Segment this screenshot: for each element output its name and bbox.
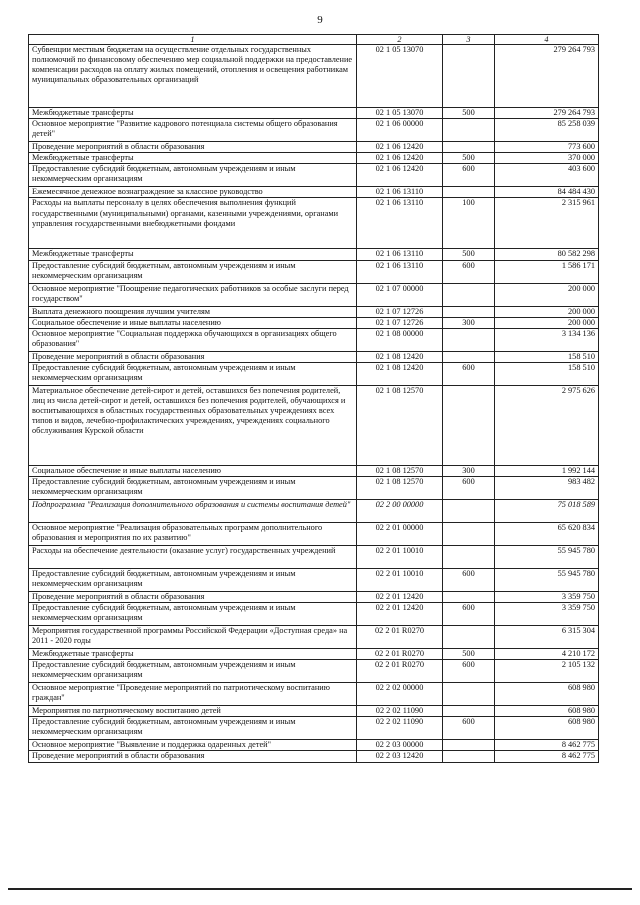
row-expense-type xyxy=(443,626,495,649)
row-amount: 370 000 xyxy=(495,153,599,164)
row-name: Социальное обеспечение и иные выплаты населению xyxy=(29,465,357,476)
row-name: Расходы на выплаты персоналу в целях обеспечения выполнения функций государственными (муниципальными) органами, казенными учреждениями, органами управления государственными внебюджетными фондами xyxy=(29,198,357,249)
row-code: 02 1 08 00000 xyxy=(357,328,443,351)
row-name: Предоставление субсидий бюджетным, автономным учреждениям и иным некоммерческим организациям xyxy=(29,603,357,626)
table-row xyxy=(29,306,599,317)
table-row xyxy=(29,706,599,717)
table-row xyxy=(29,751,599,762)
row-name: Материальное обеспечение детей-сирот и детей, оставшихся без попечения родителей, лиц из числа детей-сирот и детей, оставшихся без попечения родителей, обучающихся и воспитывающихся в областных государственных образовательных учреждениях всех типов и видов, лечебно-профилактических учреждениях, учреждениях социального обслуживания Курской области xyxy=(29,385,357,465)
row-amount: 200 000 xyxy=(495,317,599,328)
row-amount: 2 315 961 xyxy=(495,198,599,249)
row-expense-type: 300 xyxy=(443,317,495,328)
row-expense-type xyxy=(443,545,495,568)
header-col-3: 3 xyxy=(443,35,495,45)
row-code: 02 2 01 R0270 xyxy=(357,626,443,649)
row-code: 02 1 06 13110 xyxy=(357,198,443,249)
table-row xyxy=(29,740,599,751)
table-row xyxy=(29,499,599,522)
row-name: Проведение мероприятий в области образования xyxy=(29,142,357,153)
row-name: Проведение мероприятий в области образования xyxy=(29,591,357,602)
row-code: 02 1 07 12726 xyxy=(357,317,443,328)
row-amount: 65 620 834 xyxy=(495,522,599,545)
table-row xyxy=(29,660,599,683)
row-expense-type xyxy=(443,306,495,317)
row-name: Основное мероприятие "Проведение мероприятий по патриотическому воспитанию граждан" xyxy=(29,683,357,706)
row-expense-type: 500 xyxy=(443,249,495,260)
row-code: 02 2 01 00000 xyxy=(357,522,443,545)
row-amount: 608 980 xyxy=(495,683,599,706)
row-amount: 6 315 304 xyxy=(495,626,599,649)
table-row xyxy=(29,249,599,260)
row-name: Предоставление субсидий бюджетным, автономным учреждениям и иным некоммерческим организациям xyxy=(29,164,357,187)
table-row xyxy=(29,187,599,198)
row-amount: 75 018 589 xyxy=(495,499,599,522)
table-row xyxy=(29,119,599,142)
row-name: Предоставление субсидий бюджетным, автономным учреждениям и иным некоммерческим организациям xyxy=(29,362,357,385)
row-expense-type: 600 xyxy=(443,260,495,283)
row-expense-type: 500 xyxy=(443,649,495,660)
row-expense-type: 600 xyxy=(443,717,495,740)
table-row xyxy=(29,545,599,568)
table-row xyxy=(29,683,599,706)
page-number: 9 xyxy=(317,14,323,26)
row-code: 02 1 06 13110 xyxy=(357,187,443,198)
table-row xyxy=(29,108,599,119)
row-name: Основное мероприятие "Реализация образовательных программ дополнительного образования и мероприятия по их развитию" xyxy=(29,522,357,545)
table-row xyxy=(29,260,599,283)
row-name: Основное мероприятие "Поощрение педагогических работников за особые заслуги перед государством" xyxy=(29,283,357,306)
row-expense-type xyxy=(443,119,495,142)
row-code: 02 2 01 10010 xyxy=(357,568,443,591)
row-amount: 279 264 793 xyxy=(495,108,599,119)
table-row xyxy=(29,568,599,591)
table-row xyxy=(29,603,599,626)
row-amount: 3 134 136 xyxy=(495,328,599,351)
row-amount: 983 482 xyxy=(495,476,599,499)
row-name: Межбюджетные трансферты xyxy=(29,249,357,260)
row-expense-type xyxy=(443,187,495,198)
row-amount: 608 980 xyxy=(495,706,599,717)
row-amount: 8 462 775 xyxy=(495,740,599,751)
row-code: 02 1 08 12570 xyxy=(357,385,443,465)
table-row xyxy=(29,465,599,476)
row-name: Социальное обеспечение и иные выплаты населению xyxy=(29,317,357,328)
row-amount: 2 975 626 xyxy=(495,385,599,465)
header-col-1: 1 xyxy=(29,35,357,45)
row-code: 02 1 07 12726 xyxy=(357,306,443,317)
table-header-row xyxy=(29,35,599,45)
row-name: Предоставление субсидий бюджетным, автономным учреждениям и иным некоммерческим организациям xyxy=(29,568,357,591)
table-row xyxy=(29,142,599,153)
row-expense-type: 600 xyxy=(443,164,495,187)
table-row xyxy=(29,164,599,187)
row-name: Субвенции местным бюджетам на осуществление отдельных государственных полномочий по финансовому обеспечению мер социальной поддержки на предоставление компенсации расходов на оплату жилых помещений, отопления и освещения работникам муниципальных образовательных организаций xyxy=(29,45,357,108)
row-amount: 403 600 xyxy=(495,164,599,187)
row-code: 02 2 01 12420 xyxy=(357,603,443,626)
row-code: 02 1 06 13110 xyxy=(357,260,443,283)
row-name: Основное мероприятие "Выявление и поддержка одаренных детей" xyxy=(29,740,357,751)
row-expense-type xyxy=(443,351,495,362)
row-amount: 158 510 xyxy=(495,351,599,362)
header-col-4: 4 xyxy=(495,35,599,45)
row-code: 02 2 03 12420 xyxy=(357,751,443,762)
row-code: 02 2 00 00000 xyxy=(357,499,443,522)
table-row xyxy=(29,317,599,328)
row-expense-type xyxy=(443,499,495,522)
row-code: 02 1 06 13110 xyxy=(357,249,443,260)
row-expense-type: 500 xyxy=(443,153,495,164)
row-amount: 85 258 039 xyxy=(495,119,599,142)
row-amount: 80 582 298 xyxy=(495,249,599,260)
row-code: 02 1 06 12420 xyxy=(357,164,443,187)
header-col-2: 2 xyxy=(357,35,443,45)
row-expense-type xyxy=(443,591,495,602)
row-code: 02 2 02 00000 xyxy=(357,683,443,706)
table-row xyxy=(29,362,599,385)
bottom-rule xyxy=(8,888,632,890)
row-expense-type: 100 xyxy=(443,198,495,249)
row-code: 02 1 08 12570 xyxy=(357,465,443,476)
row-expense-type xyxy=(443,283,495,306)
row-expense-type: 600 xyxy=(443,362,495,385)
table-row xyxy=(29,283,599,306)
row-code: 02 1 06 12420 xyxy=(357,142,443,153)
table-row xyxy=(29,385,599,465)
row-name: Предоставление субсидий бюджетным, автономным учреждениям и иным некоммерческим организациям xyxy=(29,717,357,740)
row-name: Предоставление субсидий бюджетным, автономным учреждениям и иным некоммерческим организациям xyxy=(29,660,357,683)
row-code: 02 2 01 10010 xyxy=(357,545,443,568)
row-code: 02 2 02 11090 xyxy=(357,706,443,717)
row-name: Межбюджетные трансферты xyxy=(29,153,357,164)
row-expense-type xyxy=(443,740,495,751)
budget-table xyxy=(28,34,599,763)
row-name: Межбюджетные трансферты xyxy=(29,649,357,660)
row-expense-type xyxy=(443,45,495,108)
row-expense-type xyxy=(443,142,495,153)
table-row xyxy=(29,476,599,499)
row-name: Расходы на обеспечение деятельности (оказание услуг) государственных учреждений xyxy=(29,545,357,568)
table-row xyxy=(29,153,599,164)
row-expense-type: 600 xyxy=(443,603,495,626)
row-name: Основное мероприятие "Социальная поддержка обучающихся в организациях общего образования" xyxy=(29,328,357,351)
row-code: 02 2 01 12420 xyxy=(357,591,443,602)
row-name: Предоставление субсидий бюджетным, автономным учреждениям и иным некоммерческим организациям xyxy=(29,476,357,499)
row-expense-type xyxy=(443,328,495,351)
row-name: Проведение мероприятий в области образования xyxy=(29,751,357,762)
row-expense-type: 600 xyxy=(443,568,495,591)
row-amount: 55 945 780 xyxy=(495,545,599,568)
row-name: Выплата денежного поощрения лучшим учителям xyxy=(29,306,357,317)
row-expense-type: 500 xyxy=(443,108,495,119)
row-expense-type xyxy=(443,385,495,465)
row-name: Основное мероприятие "Развитие кадрового потенциала системы общего образования детей" xyxy=(29,119,357,142)
row-name: Предоставление субсидий бюджетным, автономным учреждениям и иным некоммерческим организациям xyxy=(29,260,357,283)
row-expense-type xyxy=(443,706,495,717)
table-row xyxy=(29,328,599,351)
row-amount: 55 945 780 xyxy=(495,568,599,591)
row-amount: 200 000 xyxy=(495,306,599,317)
row-code: 02 2 02 11090 xyxy=(357,717,443,740)
row-expense-type xyxy=(443,751,495,762)
row-amount: 84 484 430 xyxy=(495,187,599,198)
row-name: Межбюджетные трансферты xyxy=(29,108,357,119)
row-amount: 4 210 172 xyxy=(495,649,599,660)
row-amount: 279 264 793 xyxy=(495,45,599,108)
table-row xyxy=(29,591,599,602)
row-amount: 3 359 750 xyxy=(495,603,599,626)
row-code: 02 1 05 13070 xyxy=(357,108,443,119)
row-expense-type: 600 xyxy=(443,660,495,683)
row-code: 02 1 08 12570 xyxy=(357,476,443,499)
row-amount: 158 510 xyxy=(495,362,599,385)
row-code: 02 2 01 R0270 xyxy=(357,649,443,660)
row-code: 02 1 07 00000 xyxy=(357,283,443,306)
row-amount: 2 105 132 xyxy=(495,660,599,683)
row-code: 02 1 06 12420 xyxy=(357,153,443,164)
table-row xyxy=(29,522,599,545)
row-amount: 1 992 144 xyxy=(495,465,599,476)
row-code: 02 1 06 00000 xyxy=(357,119,443,142)
table-row xyxy=(29,198,599,249)
row-expense-type: 600 xyxy=(443,476,495,499)
table-row xyxy=(29,649,599,660)
row-code: 02 1 08 12420 xyxy=(357,362,443,385)
row-name: Мероприятия государственной программы Российской Федерации «Доступная среда» на 2011 - 2020 годы xyxy=(29,626,357,649)
row-code: 02 1 08 12420 xyxy=(357,351,443,362)
row-amount: 1 586 171 xyxy=(495,260,599,283)
row-name: Подпрограмма "Реализация дополнительного образования и системы воспитания детей" xyxy=(29,499,357,522)
row-amount: 773 600 xyxy=(495,142,599,153)
row-code: 02 1 05 13070 xyxy=(357,45,443,108)
row-code: 02 2 03 00000 xyxy=(357,740,443,751)
row-name: Мероприятия по патриотическому воспитанию детей xyxy=(29,706,357,717)
table-row xyxy=(29,45,599,108)
row-name: Ежемесячное денежное вознаграждение за классное руководство xyxy=(29,187,357,198)
row-amount: 8 462 775 xyxy=(495,751,599,762)
table-row xyxy=(29,351,599,362)
row-amount: 608 980 xyxy=(495,717,599,740)
table-row xyxy=(29,626,599,649)
row-amount: 3 359 750 xyxy=(495,591,599,602)
row-expense-type xyxy=(443,683,495,706)
row-name: Проведение мероприятий в области образования xyxy=(29,351,357,362)
row-amount: 200 000 xyxy=(495,283,599,306)
row-code: 02 2 01 R0270 xyxy=(357,660,443,683)
table-row xyxy=(29,717,599,740)
row-expense-type: 300 xyxy=(443,465,495,476)
row-expense-type xyxy=(443,522,495,545)
